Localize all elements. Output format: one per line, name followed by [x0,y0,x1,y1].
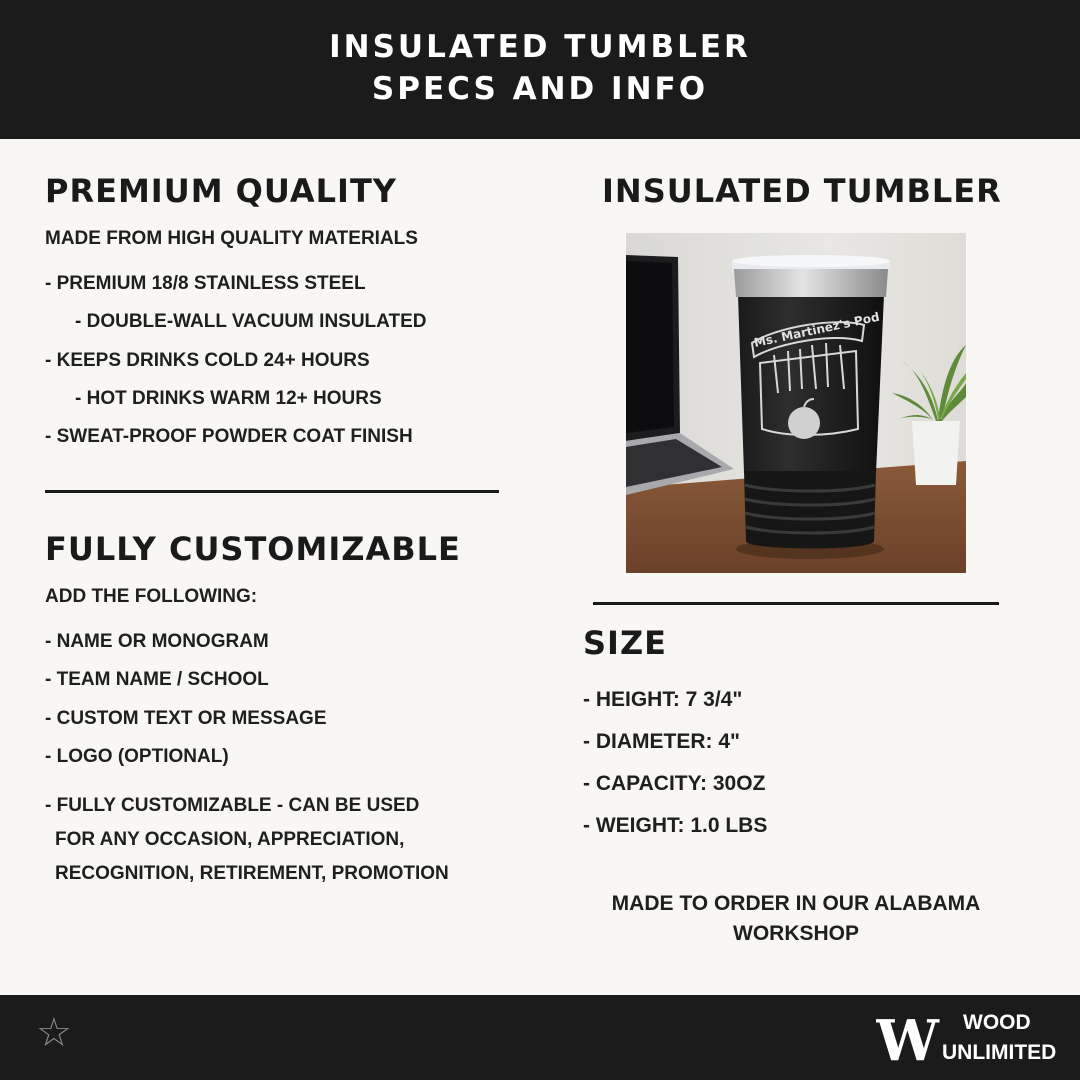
size-item: - CAPACITY: 30OZ [583,772,766,795]
logo-word-wood: WOOD [963,1011,1031,1034]
premium-quality-heading: PREMIUM QUALITY [45,172,397,210]
customizable-item: - NAME OR MONOGRAM [45,631,269,652]
customizable-heading: FULLY CUSTOMIZABLE [45,530,461,568]
premium-item: - PREMIUM 18/8 STAINLESS STEEL [45,273,366,294]
premium-quality-subtitle: MADE FROM HIGH QUALITY MATERIALS [45,228,418,249]
section-divider [45,490,499,493]
size-item: - DIAMETER: 4" [583,730,740,753]
logo-word-unlimited: UNLIMITED [942,1041,1057,1064]
premium-item: - DOUBLE-WALL VACUUM INSULATED [75,311,427,332]
size-item: - WEIGHT: 1.0 LBS [583,814,768,837]
customizable-item: - CUSTOM TEXT OR MESSAGE [45,708,327,729]
customizable-subtitle: ADD THE FOLLOWING: [45,586,258,607]
made-to-order-note [583,889,1009,949]
header-title-line1: INSULATED TUMBLER [329,29,751,65]
header-banner [0,0,1080,139]
engraving-text: Ms. Martinez's Pod [752,309,881,350]
size-heading: SIZE [583,624,668,662]
premium-item: - SWEAT-PROOF POWDER COAT FINISH [45,426,413,447]
section-divider [593,602,999,605]
product-photo [626,233,966,573]
made-to-order-line: MADE TO ORDER IN OUR ALABAMA [611,892,981,915]
customizable-note-line: - FULLY CUSTOMIZABLE - CAN BE USED [45,795,420,816]
premium-item: - HOT DRINKS WARM 12+ HOURS [75,388,382,409]
customizable-item: - TEAM NAME / SCHOOL [45,669,269,690]
customizable-item: - LOGO (OPTIONAL) [45,746,229,767]
product-heading: INSULATED TUMBLER [602,172,1002,210]
logo-letter: W [876,1010,939,1066]
star-outline-icon: ☆ [36,1010,72,1056]
premium-item: - KEEPS DRINKS COLD 24+ HOURS [45,350,370,371]
customizable-note-line: RECOGNITION, RETIREMENT, PROMOTION [55,863,449,884]
customizable-note-line: FOR ANY OCCASION, APPRECIATION, [55,829,405,850]
header-title-line2: SPECS AND INFO [371,71,709,107]
size-item: - HEIGHT: 7 3/4" [583,688,743,711]
made-to-order-line: WORKSHOP [733,922,859,945]
wood-unlimited-logo-mark [876,1010,942,1066]
